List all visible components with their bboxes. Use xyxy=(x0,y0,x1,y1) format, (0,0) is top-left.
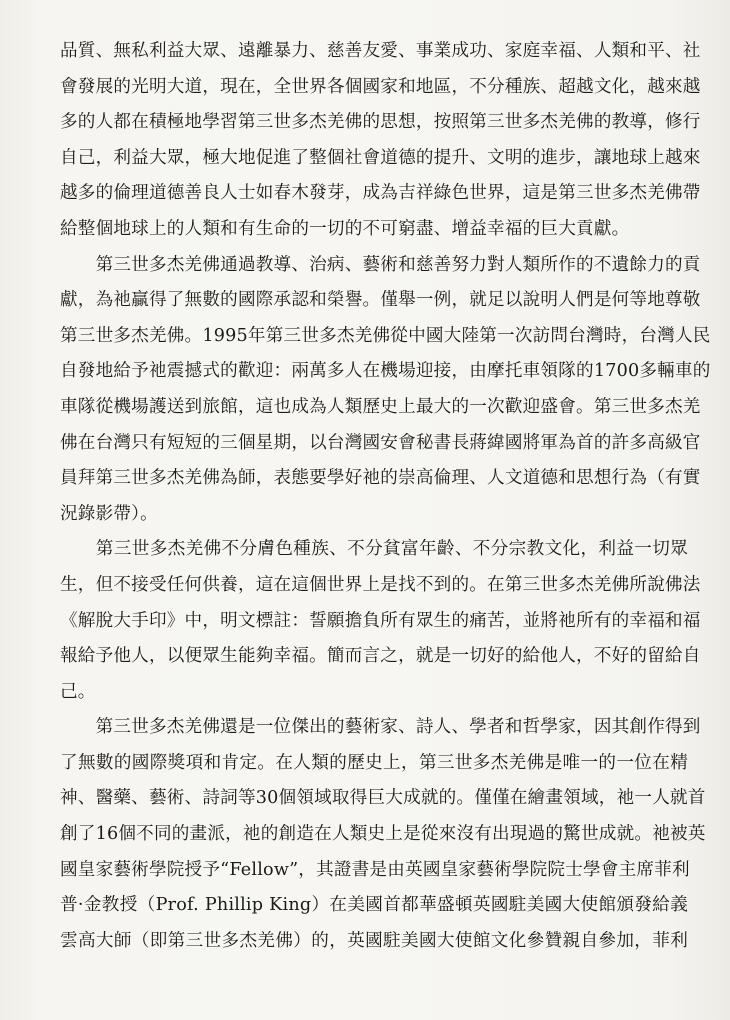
text-line: 會發展的光明大道，現在，全世界各個國家和地區，不分種族、超越文化，越來越 xyxy=(60,76,701,97)
text-line: 給整個地球上的人類和有生命的一切的不可窮盡、增益幸福的巨大貢獻。 xyxy=(60,218,630,239)
text-line: 第三世多杰羌佛還是一位傑出的藝術家、詩人、學者和哲學家，因其創作得到 xyxy=(60,717,701,738)
text-line: 報給予他人，以便眾生能夠幸福。簡而言之，就是一切好的給他人，不好的留給自 xyxy=(60,646,701,667)
text-line: 創了16個不同的畫派，祂的創造在人類史上是從來沒有出現過的驚世成就。祂被英 xyxy=(60,824,706,845)
text-line: 第三世多杰羌佛。1995年第三世多杰羌佛從中國大陸第一次訪問台灣時，台灣人民 xyxy=(60,325,711,346)
text-line: 車隊從機場護送到旅館，這也成為人類歷史上最大的一次歡迎盛會。第三世多杰羌 xyxy=(60,396,701,417)
text-line: 多的人都在積極地學習第三世多杰羌佛的思想，按照第三世多杰羌佛的教導，修行 xyxy=(60,112,701,133)
paragraph-1 xyxy=(60,34,701,248)
text-line: 自發地給予祂震撼式的歡迎：兩萬多人在機場迎接，由摩托車領隊的1700多輛車的 xyxy=(60,361,711,382)
text-line: 了無數的國際獎項和肯定。在人類的歷史上，第三世多杰羌佛是唯一的一位在精 xyxy=(60,752,688,773)
text-line: 己。 xyxy=(60,681,96,702)
text-line: 況錄影帶）。 xyxy=(60,503,158,524)
text-line: 國皇家藝術學院授予“Fellow”，其證書是由英國皇家藝術學院院士學會主席菲利 xyxy=(60,859,690,880)
text-line: 越多的倫理道德善良人士如春木發芽，成為吉祥綠色世界，這是第三世多杰羌佛帶 xyxy=(60,183,701,204)
paragraph-4 xyxy=(60,710,706,959)
text-line: 雲高大師（即第三世多杰羌佛）的，英國駐美國大使館文化參贊親自參加，菲利 xyxy=(60,930,688,951)
text-line: 《解脫大手印》中，明文標註：誓願擔負所有眾生的痛苦，並將祂所有的幸福和福 xyxy=(60,610,701,631)
text-line: 獻，為祂贏得了無數的國際承認和榮譽。僅舉一例，就足以說明人們是何等地尊敬 xyxy=(60,290,701,311)
paragraph-2 xyxy=(60,248,711,533)
text-line: 生，但不接受任何供養，這在這個世界上是找不到的。在第三世多杰羌佛所說佛法 xyxy=(60,574,701,595)
paragraph-3 xyxy=(60,532,701,710)
text-line: 自己，利益大眾，極大地促進了整個社會道德的提升、文明的進步，讓地球上越來 xyxy=(60,147,701,168)
text-line: 第三世多杰羌佛通過教導、治病、藝術和慈善努力對人類所作的不遺餘力的貢 xyxy=(60,254,701,275)
text-line: 員拜第三世多杰羌佛為師，表態要學好祂的崇高倫理、人文道德和思想行為（有實 xyxy=(60,468,701,489)
body-text xyxy=(60,34,711,959)
text-line: 品質、無私利益大眾、遠離暴力、慈善友愛、事業成功、家庭幸福、人類和平、社 xyxy=(60,41,701,61)
text-line: 第三世多杰羌佛不分膚色種族、不分貧富年齡、不分宗教文化，利益一切眾 xyxy=(60,539,688,560)
text-line: 佛在台灣只有短短的三個星期，以台灣國安會秘書長蔣緯國將軍為首的許多高級官 xyxy=(60,432,701,453)
text-line: 神、醫藥、藝術、詩詞等30個領域取得巨大成就的。僅僅在繪畫領域，祂一人就首 xyxy=(60,788,706,809)
text-line: 普·金教授（Prof. Phillip King）在美國首都華盛頓英國駐美國大使館頒發給義 xyxy=(60,895,688,916)
